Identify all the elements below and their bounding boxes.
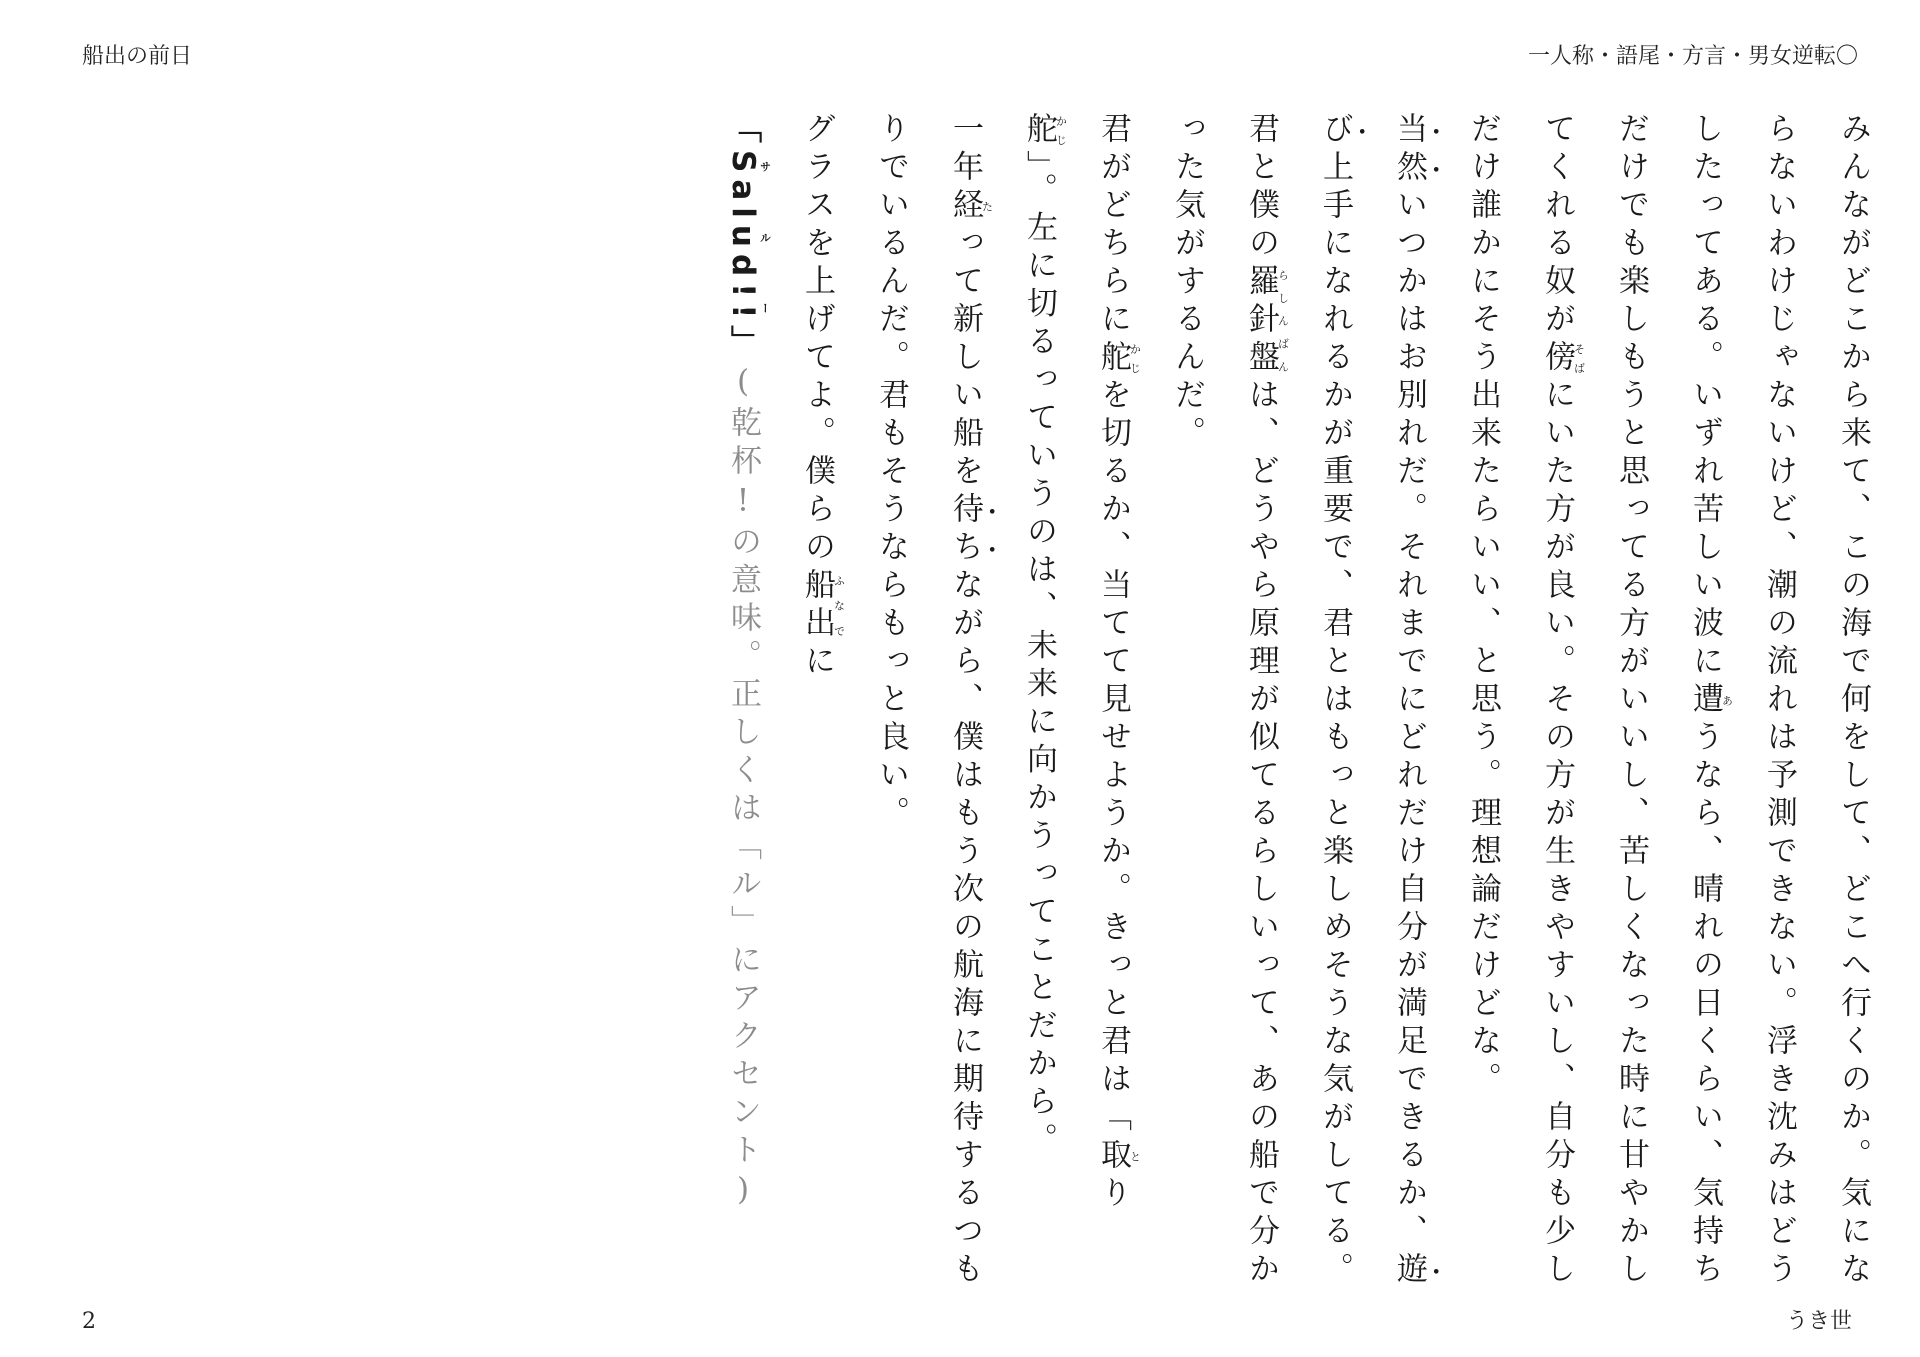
ruby-word	[947, 188, 994, 226]
text-run: って新しい船を	[947, 226, 983, 492]
ruby-reading: ふなで	[832, 568, 846, 644]
ruby-base: 羅針盤	[1243, 264, 1279, 378]
ruby-base: 舵	[1021, 112, 1057, 150]
paragraph-5	[780, 112, 854, 1312]
body-text	[706, 112, 1890, 1312]
ruby-word	[1095, 1138, 1142, 1176]
text-run: を切るか、当てて見せようか。きっと君は「	[1095, 378, 1131, 1138]
ruby-word	[1243, 264, 1290, 378]
paragraph-1	[1446, 112, 1890, 1312]
ruby-reading: かじ	[1054, 112, 1068, 150]
content-tags: 一人称・語尾・方言・男女逆転〇	[1527, 44, 1858, 69]
toast-open-bracket: 「	[725, 112, 761, 150]
ruby-word	[1687, 682, 1734, 720]
ruby-word	[1021, 112, 1068, 150]
ruby-base: 経	[947, 188, 983, 226]
text-run: に	[799, 644, 835, 682]
ruby-reading: た	[980, 188, 994, 226]
text-run: 一年	[947, 112, 983, 188]
text-run: ながら、僕はもう次の航海に期待するつもりでいるんだ。君もそうならもっと良い。	[873, 112, 983, 1290]
ruby-word	[1539, 340, 1586, 378]
ruby-word	[799, 568, 846, 644]
author-name: うき世	[1785, 1309, 1852, 1334]
text-run: は、どうやら原理が似てるらしいって、あの船で分かった気がするんだ。	[1169, 112, 1279, 1290]
page-number: 2	[82, 1309, 96, 1334]
ruby-base: 船出	[799, 568, 835, 644]
book-title: 船出の前日	[82, 44, 193, 69]
ruby-reading: らしんばん	[1276, 264, 1290, 378]
text-run: にいた方が良い。その方が生きやすいし、自分も少しだけ誰かにそう出来たらいい、と思う。理想論だけどな。	[1465, 112, 1575, 1290]
text-run: 」。左に切るっていうのは、未来に向かうってことだから。	[1021, 150, 1057, 1161]
text-run: グラスを上げてよ。僕らの	[799, 112, 835, 568]
toast-reading: サルー	[758, 150, 772, 326]
emphasized-text: 当然	[1391, 112, 1427, 188]
paragraph-6	[706, 112, 780, 1312]
ruby-reading: そば	[1572, 340, 1586, 378]
toast-close-bracket: 」	[725, 325, 761, 364]
text-run: 上手になれるかが重要で、君とはもっと楽しめそうな気がしてる。君と僕の	[1243, 112, 1353, 1290]
ruby-reading: かじ	[1128, 340, 1142, 378]
emphasized-text: 待ち	[947, 492, 983, 568]
ruby-base: 取	[1095, 1138, 1131, 1176]
toast-word	[725, 150, 772, 326]
text-run: みんながどこから来て、この海で何をして、どこへ行くのか。気にならないわけじゃないけど、潮の流れは予測できない。浮き沈みはどうしたってある。いずれ苦しい波に	[1687, 112, 1871, 1290]
ruby-base: 傍	[1539, 340, 1575, 378]
text-run: いつかはお別れだ。それまでにどれだけ自分が満足できるか、	[1391, 188, 1427, 1252]
ruby-base: 舵	[1095, 340, 1131, 378]
emphasized-text: 遊び	[1317, 112, 1427, 1290]
paragraph-3	[1002, 112, 1150, 1312]
toast-text: Salud!!	[725, 150, 761, 326]
ruby-base: 遭	[1687, 682, 1723, 720]
paragraph-4	[854, 112, 1002, 1312]
paragraph-2	[1150, 112, 1446, 1312]
ruby-reading: あ	[1720, 682, 1734, 720]
translation-note: (乾杯!の意味。正しくは「ル」にアクセント)	[725, 363, 761, 1215]
text-run: 君がどちらに	[1095, 112, 1131, 340]
text-run: り	[1095, 1176, 1131, 1214]
ruby-word	[1095, 340, 1142, 378]
ruby-reading: と	[1128, 1138, 1142, 1176]
text-run: うなら、晴れの日くらい、気持ちだけでも楽しもうと思ってる方がいいし、苦しくなった時に甘やかしてくれる奴が	[1539, 112, 1723, 1290]
